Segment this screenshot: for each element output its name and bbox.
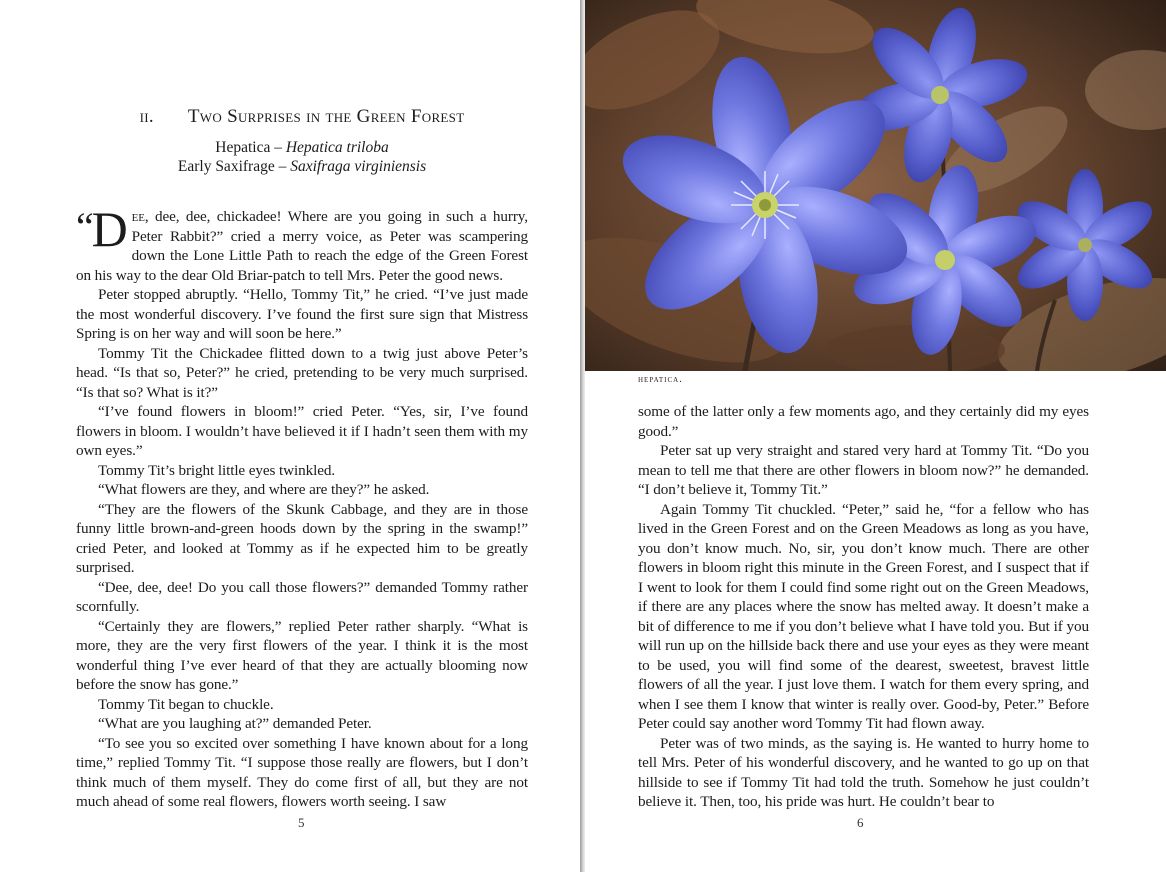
paragraph: Tommy Tit the Chickadee flitted down to a twig just above Peter’s head. “Is that so, Peter?” he cried, pretending to be very much surprised. “Is that so? What is it?”	[76, 344, 528, 401]
chapter-title: Two Surprises in the Green Forest	[187, 106, 465, 127]
subtitle-latin-name: Saxifraga virginiensis	[290, 158, 427, 175]
paragraph: Tommy Tit began to chuckle.	[98, 695, 274, 713]
subtitle-common-name: Hepatica –	[215, 139, 286, 156]
right-page	[585, 0, 1166, 872]
hepatica-flower-photo	[585, 0, 1166, 371]
drop-cap-letter: D	[91, 201, 128, 257]
chapter-heading	[76, 106, 528, 128]
page-number: 5	[298, 815, 305, 830]
subtitle-hepatica	[76, 138, 528, 157]
paragraph: “Dee, dee, dee! Do you call those flowers?” demanded Tommy rather scornfully.	[76, 578, 528, 615]
photo-caption: hepatica.	[638, 374, 683, 385]
small-caps-lead: ee	[131, 208, 145, 225]
left-page	[0, 0, 580, 872]
subtitle-common-name: Early Saxifrage –	[177, 158, 291, 175]
paragraph: Peter was of two minds, as the saying is. He wanted to hurry home to tell Mrs. Peter of his wonderful discovery, and he wanted to go up on that hillside to see if Tommy Tit had told the truth. Somehow he just couldn’t believe it. Then, too, his pride was hurt. He couldn’t bear to	[638, 734, 1089, 810]
paragraph: some of the latter only a few moments ago, and they certainly did my eyes good.”	[638, 403, 1089, 440]
right-body-text	[638, 402, 1089, 812]
paragraph: Tommy Tit’s bright little eyes twinkled.	[98, 461, 336, 479]
paragraph: Peter stopped abruptly. “Hello, Tommy Tit,” he cried. “I’ve just made the most wonderful discovery. I’ve found the first sure sign that Mistress Spring is on her way and will soon be here.”	[76, 286, 528, 342]
paragraph: “They are the flowers of the Skunk Cabbage, and they are in those funny little brown-and-green hoods down by the spring in the swamp!” cried Peter, and looked at Tommy as if he expected him to be greatly surprised.	[76, 500, 528, 576]
drop-cap-quote: “	[76, 204, 94, 249]
paragraph: “I’ve found flowers in bloom!” cried Peter. “Yes, sir, I’ve found flowers in bloom. I wouldn’t have believed it if I hadn’t seen them with my own eyes.”	[76, 403, 528, 459]
paragraph-text: , dee, dee, chickadee! Where are you going in such a hurry, Peter Rabbit?” cried a merry voice, as Peter was scampering down the Lone Little Path to reach the edge of the Green Forest on his way to the dear Old Briar-patch to tell Mrs. Peter the good news.	[76, 208, 528, 284]
left-body-text	[76, 201, 528, 812]
subtitle-saxifrage	[76, 157, 528, 176]
paragraph: Peter sat up very straight and stared very hard at Tommy Tit. “Do you mean to tell me that there are other flowers in bloom now?” he demanded. “I don’t believe it, Tommy Tit.”	[638, 442, 1089, 498]
hepatica-photo-graphic	[585, 0, 1166, 371]
paragraph: Again Tommy Tit chuckled. “Peter,” said he, “for a fellow who has lived in the Green Forest and on the Green Meadows as long as you have, you don’t know much. No, sir, you don’t know much. There are other flowers in bloom right this minute in the Green Forest, and I suspect that if I went to look for them I could find some right out on the Green Meadows, if there are any places where the snow has melted away. It doesn’t make a bit of difference to me if you don’t believe what I have told you. But if you will run up on the hillside back there and use your eyes as they were meant to be used, you will find some of the dearest, sweetest, bravest little flowers of all the year. I just love them. I watch for them every spring, and when I see them I know that winter is really over. Good-by, Peter.” Before Peter could say another word Tommy Tit had flown away.	[638, 500, 1089, 732]
page-number: 6	[857, 815, 864, 830]
chapter-number: ii.	[139, 106, 154, 127]
drop-cap	[76, 201, 128, 257]
paragraph: “What flowers are they, and where are they?” he asked.	[98, 481, 430, 498]
paragraph	[76, 201, 528, 285]
subtitle-latin-name: Hepatica triloba	[285, 139, 389, 156]
paragraph: “To see you so excited over something I have known about for a long time,” replied Tommy Tit. “I suppose those really are flowers, but I don’t think much of them myself. They do come first of all, but they are not much ahead of some real flowers, flowers worth seeing. I saw	[76, 734, 528, 810]
paragraph: “What are you laughing at?” demanded Peter.	[98, 715, 372, 732]
paragraph: “Certainly they are flowers,” replied Peter rather sharply. “What is more, they are the very first flowers of the year. I think it is the most wonderful thing I’ve ever heard of that they are actually blooming now before the snow has gone.”	[76, 617, 528, 693]
